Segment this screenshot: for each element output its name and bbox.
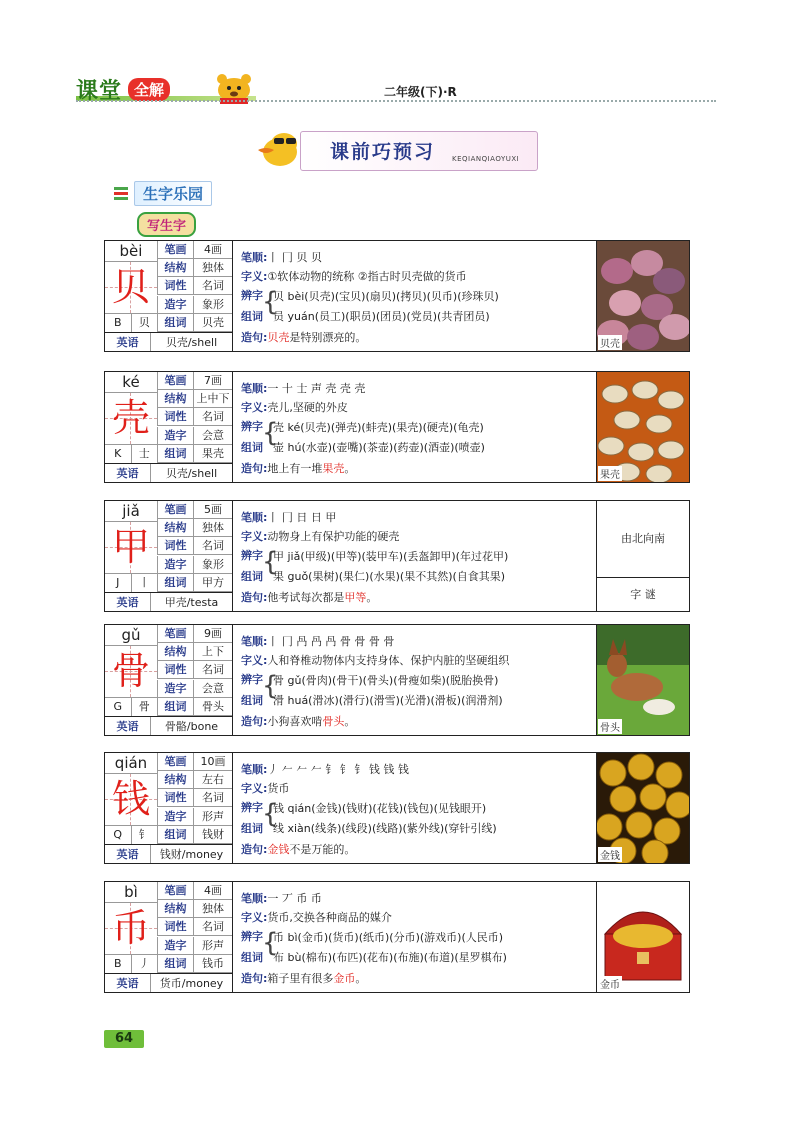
character-details xyxy=(233,882,597,992)
character-info-panel xyxy=(105,753,233,863)
radical-letter: G xyxy=(113,700,123,713)
prop-label: 结构 xyxy=(158,643,194,660)
meaning-text: ①软体动物的统称 ②指古时贝壳做的货币 xyxy=(267,270,467,283)
prop-value: 会意 xyxy=(202,681,224,695)
sentence-text: 。 xyxy=(366,591,378,604)
brace-icon: { xyxy=(262,547,279,577)
stroke-order-text: 丨 冂 冎 冎 冎 骨 骨 骨 骨 xyxy=(267,635,395,648)
english-row xyxy=(105,844,232,863)
prop-label: 笔画 xyxy=(158,372,194,389)
stroke-order-label: 笔顺: xyxy=(241,763,268,776)
prop-label: 造字 xyxy=(158,680,194,697)
sentence-line xyxy=(241,589,377,605)
radical-row xyxy=(105,954,157,973)
prop-value: 象形 xyxy=(202,557,224,571)
prop-formation xyxy=(157,937,232,955)
character-grid xyxy=(105,903,157,954)
prop-formation xyxy=(157,808,232,826)
prop-value: 名词 xyxy=(202,410,224,424)
radical: 骨 xyxy=(131,698,158,716)
brace-icon: { xyxy=(262,928,279,958)
prop-strokes xyxy=(157,372,232,390)
prop-formation xyxy=(157,296,232,314)
stroke-order-line xyxy=(241,249,322,265)
biz-line-2: 员 yuán(员工)(职员)(团员)(党员)(共青团员) xyxy=(273,310,490,323)
prop-label: 组词 xyxy=(158,826,194,843)
prop-value: 贝壳 xyxy=(202,315,224,329)
prop-value: 钱币 xyxy=(202,956,224,970)
zuci-label: 组词 xyxy=(241,310,263,323)
meaning-text: 人和脊椎动物体内支持身体、保护内脏的坚硬组织 xyxy=(267,654,510,667)
radical-letter: B xyxy=(113,957,122,970)
riddle-label: 字 谜 xyxy=(630,588,656,601)
banner-title: 课前巧预习 xyxy=(330,141,436,163)
prop-pos xyxy=(157,918,232,936)
prop-value: 4画 xyxy=(204,884,222,897)
brace-icon: { xyxy=(262,418,279,448)
prop-formation xyxy=(157,556,232,574)
english-label: 英语 xyxy=(105,974,151,992)
meaning-label: 字义: xyxy=(241,270,268,283)
biz-label: 辨字 xyxy=(241,289,263,302)
character-details xyxy=(233,372,597,482)
prop-label: 词性 xyxy=(158,789,194,806)
sentence-text: 他考试每次都是 xyxy=(267,591,345,604)
sentence-line xyxy=(241,460,355,476)
prop-value: 象形 xyxy=(202,297,224,311)
prop-compound xyxy=(157,574,232,592)
biz-label: 辨字 xyxy=(241,420,263,433)
prop-value: 4画 xyxy=(204,243,222,256)
illustration xyxy=(597,882,689,992)
radical-letter: Q xyxy=(113,828,123,841)
stroke-order-text: 丨 冂 日 日 甲 xyxy=(267,511,337,524)
meaning-line xyxy=(241,780,289,796)
illustration xyxy=(597,372,689,482)
prop-strokes xyxy=(157,501,232,519)
header-brand xyxy=(76,76,170,102)
character-details xyxy=(233,241,597,351)
prop-label: 结构 xyxy=(158,771,194,788)
radical-row xyxy=(105,573,157,592)
brace-icon: { xyxy=(262,287,279,317)
meaning-label: 字义: xyxy=(241,654,268,667)
prop-label: 词性 xyxy=(158,537,194,554)
english-value: 骨骼/bone xyxy=(164,720,219,733)
english-row xyxy=(105,716,232,735)
stroke-order-label: 笔顺: xyxy=(241,635,268,648)
biz-line-1: 钱 qián(金钱)(钱财)(花钱)(钱包)(见钱眼开) xyxy=(273,802,487,815)
radical-row xyxy=(105,313,157,332)
pinyin: qián xyxy=(105,753,157,774)
prop-formation xyxy=(157,680,232,698)
meaning-label: 字义: xyxy=(241,530,268,543)
english-label: 英语 xyxy=(105,464,151,482)
prop-label: 结构 xyxy=(158,390,194,407)
character-details xyxy=(233,753,597,863)
character: 甲 xyxy=(111,525,150,569)
stroke-order-line xyxy=(241,890,322,906)
stroke-order-text: 一 十 士 声 壳 壳 壳 xyxy=(267,382,366,395)
biz-line-2: 果 guǒ(果树)(果仁)(水果)(果不其然)(自食其果) xyxy=(273,570,506,583)
biz-line-2: 滑 huá(滑冰)(滑行)(滑雪)(光滑)(滑板)(润滑剂) xyxy=(273,694,503,707)
prop-value: 名词 xyxy=(202,539,224,553)
prop-label: 造字 xyxy=(158,427,194,444)
prop-label: 笔画 xyxy=(158,753,194,770)
riddle-text: 由北向南 xyxy=(597,501,689,578)
character-grid xyxy=(105,646,157,697)
prop-value: 上中下 xyxy=(196,392,230,406)
prop-value: 10画 xyxy=(200,755,226,768)
zuci-label: 组词 xyxy=(241,951,263,964)
meaning-text: 货币 xyxy=(267,782,290,795)
pinyin: jiǎ xyxy=(105,501,157,522)
stroke-order-text: 丿 𠂉 𠂉 𠂉 钅 钅 钅 钱 钱 钱 xyxy=(267,763,409,776)
section-heading xyxy=(114,181,212,206)
meaning-label: 字义: xyxy=(241,401,268,414)
prop-formation xyxy=(157,427,232,445)
character-card xyxy=(104,752,690,864)
sentence-label: 造句: xyxy=(241,715,268,728)
zuci-label: 组词 xyxy=(241,570,263,583)
prop-pos xyxy=(157,661,232,679)
prop-structure xyxy=(157,900,232,918)
sentence-line xyxy=(241,713,355,729)
illustration-caption: 骨头 xyxy=(598,719,622,734)
character-card xyxy=(104,624,690,736)
english-value: 货币/money xyxy=(159,977,224,990)
pinyin: bì xyxy=(105,882,157,903)
illustration xyxy=(597,625,689,735)
brace-icon: { xyxy=(262,671,279,701)
zuci-label: 组词 xyxy=(241,694,263,707)
sentence-text: 地上有一堆 xyxy=(267,462,323,475)
english-row xyxy=(105,332,232,351)
character: 壳 xyxy=(111,396,150,440)
grade-label: 二年级(下)·R xyxy=(384,85,457,99)
character: 骨 xyxy=(111,649,150,693)
sentence-label: 造句: xyxy=(241,843,268,856)
radical: 贝 xyxy=(131,314,158,332)
prop-value: 形声 xyxy=(202,809,224,823)
illustration-caption: 金币 xyxy=(598,976,622,991)
radical: 钅 xyxy=(131,826,158,844)
sentence-label: 造句: xyxy=(241,591,268,604)
sentence-line xyxy=(241,841,355,857)
radical-letter: B xyxy=(113,316,122,329)
illustration xyxy=(597,241,689,351)
prop-compound xyxy=(157,314,232,332)
radical-row xyxy=(105,825,157,844)
meaning-line xyxy=(241,528,399,544)
radical-row xyxy=(105,697,157,716)
banner-subtitle: KEQIANQIAOYUXI xyxy=(452,155,520,163)
prop-value: 9画 xyxy=(204,627,222,640)
prop-value: 骨头 xyxy=(202,699,224,713)
pinyin: ké xyxy=(105,372,157,393)
biz-line-1: 壳 ké(贝壳)(弹壳)(蚌壳)(果壳)(硬壳)(龟壳) xyxy=(273,421,484,434)
radical-letter: J xyxy=(116,576,120,589)
prop-label: 造字 xyxy=(158,296,194,313)
english-value: 贝壳/shell xyxy=(165,336,218,349)
brace-icon: { xyxy=(262,799,279,829)
character-info-panel xyxy=(105,501,233,611)
stroke-order-label: 笔顺: xyxy=(241,251,268,264)
character-details xyxy=(233,501,597,611)
biz-line-2: 布 bù(棉布)(布匹)(花布)(布施)(布道)(星罗棋布) xyxy=(273,951,507,964)
prop-label: 组词 xyxy=(158,955,194,972)
stroke-order-line xyxy=(241,633,394,649)
prop-value: 形声 xyxy=(202,938,224,952)
prop-compound xyxy=(157,955,232,973)
sentence-highlight: 金钱 xyxy=(267,843,290,856)
prop-value: 果壳 xyxy=(202,446,224,460)
prop-label: 组词 xyxy=(158,445,194,462)
duck-mascot-icon xyxy=(256,126,302,170)
english-value: 甲壳/testa xyxy=(164,596,219,609)
meaning-text: 动物身上有保护功能的硬壳 xyxy=(267,530,400,543)
prop-value: 名词 xyxy=(202,791,224,805)
zuci-label: 组词 xyxy=(241,441,263,454)
character-details xyxy=(233,625,597,735)
heading-bars-icon xyxy=(114,187,128,201)
prop-structure xyxy=(157,519,232,537)
prop-pos xyxy=(157,537,232,555)
english-value: 钱财/money xyxy=(159,848,224,861)
prop-value: 独体 xyxy=(202,902,224,916)
stroke-order-label: 笔顺: xyxy=(241,382,268,395)
character-info-panel xyxy=(105,241,233,351)
sentence-text: 是特别漂亮的。 xyxy=(289,331,367,344)
biz-line-1: 甲 jiǎ(甲级)(甲等)(装甲车)(丢盔卸甲)(年过花甲) xyxy=(273,550,509,563)
prop-label: 组词 xyxy=(158,314,194,331)
sentence-highlight: 甲等 xyxy=(344,591,367,604)
prop-label: 结构 xyxy=(158,519,194,536)
illustration-caption: 贝壳 xyxy=(598,335,622,350)
character-card xyxy=(104,240,690,352)
prop-structure xyxy=(157,771,232,789)
character-info-panel xyxy=(105,372,233,482)
prop-value: 独体 xyxy=(202,261,224,275)
radical: 丿 xyxy=(131,955,158,973)
prop-label: 笔画 xyxy=(158,501,194,518)
subsection-title: 写生字 xyxy=(137,212,196,237)
character-card xyxy=(104,500,690,612)
prop-label: 词性 xyxy=(158,661,194,678)
prop-value: 5画 xyxy=(204,503,222,516)
character-card xyxy=(104,371,690,483)
sentence-highlight: 骨头 xyxy=(322,715,345,728)
zuci-label: 组词 xyxy=(241,822,263,835)
prop-compound xyxy=(157,698,232,716)
prop-value: 7画 xyxy=(204,374,222,387)
sentence-highlight: 金币 xyxy=(333,972,356,985)
prop-value: 左右 xyxy=(202,773,224,787)
prop-label: 笔画 xyxy=(158,882,194,899)
meaning-line xyxy=(241,652,509,668)
biz-label: 辨字 xyxy=(241,549,263,562)
prop-value: 独体 xyxy=(202,521,224,535)
prop-label: 造字 xyxy=(158,937,194,954)
sentence-label: 造句: xyxy=(241,462,268,475)
stroke-order-line xyxy=(241,380,365,396)
illustration-caption: 果壳 xyxy=(598,466,622,481)
illustration xyxy=(597,753,689,863)
stroke-order-line xyxy=(241,509,336,525)
sentence-text: 小狗喜欢啃 xyxy=(267,715,323,728)
character-info-panel xyxy=(105,625,233,735)
sentence-highlight: 贝壳 xyxy=(267,331,290,344)
prop-structure xyxy=(157,643,232,661)
prop-label: 词性 xyxy=(158,277,194,294)
bear-mascot-icon xyxy=(212,70,256,104)
prop-value: 甲方 xyxy=(202,575,224,589)
prop-label: 组词 xyxy=(158,698,194,715)
meaning-label: 字义: xyxy=(241,782,268,795)
stroke-order-label: 笔顺: xyxy=(241,511,268,524)
prop-label: 造字 xyxy=(158,808,194,825)
prop-pos xyxy=(157,277,232,295)
character-grid xyxy=(105,522,157,573)
prop-value: 上下 xyxy=(202,645,224,659)
prop-label: 词性 xyxy=(158,918,194,935)
prop-label: 笔画 xyxy=(158,625,194,642)
prop-value: 钱财 xyxy=(202,827,224,841)
english-label: 英语 xyxy=(105,845,151,863)
biz-line-1: 币 bì(金币)(货币)(纸币)(分币)(游戏币)(人民币) xyxy=(273,931,504,944)
prop-strokes xyxy=(157,241,232,259)
sentence-label: 造句: xyxy=(241,972,268,985)
section-title: 生字乐园 xyxy=(134,181,212,206)
radical: 士 xyxy=(131,445,158,463)
biz-line-2: 壶 hú(水壶)(壶嘴)(茶壶)(药壶)(酒壶)(喷壶) xyxy=(273,441,485,454)
biz-line-1: 贝 bèi(贝壳)(宝贝)(扇贝)(拷贝)(贝币)(珍珠贝) xyxy=(273,290,499,303)
english-label: 英语 xyxy=(105,717,151,735)
sentence-line xyxy=(241,970,366,986)
character-card xyxy=(104,881,690,993)
sentence-label: 造句: xyxy=(241,331,268,344)
prop-label: 结构 xyxy=(158,259,194,276)
biz-label: 辨字 xyxy=(241,801,263,814)
prop-structure xyxy=(157,259,232,277)
sentence-text: 。 xyxy=(344,462,356,475)
meaning-text: 壳儿,坚硬的外皮 xyxy=(267,401,348,414)
biz-line-2: 线 xiàn(线条)(线段)(线路)(紫外线)(穿针引线) xyxy=(273,822,497,835)
meaning-label: 字义: xyxy=(241,911,268,924)
prop-structure xyxy=(157,390,232,408)
stroke-order-line xyxy=(241,761,409,777)
prop-compound xyxy=(157,445,232,463)
english-value: 贝壳/shell xyxy=(165,467,218,480)
sentence-text: 。 xyxy=(344,715,356,728)
sentence-line xyxy=(241,329,366,345)
prop-strokes xyxy=(157,753,232,771)
stroke-order-label: 笔顺: xyxy=(241,892,268,905)
english-label: 英语 xyxy=(105,593,151,611)
english-row xyxy=(105,592,232,611)
stroke-order-text: 丨 冂 贝 贝 xyxy=(267,251,322,264)
character: 钱 xyxy=(111,777,150,821)
character-grid xyxy=(105,774,157,825)
radical-letter: K xyxy=(114,447,122,460)
header-divider xyxy=(76,100,716,102)
character-grid xyxy=(105,393,157,444)
biz-label: 辨字 xyxy=(241,930,263,943)
stroke-order-text: 一 丆 币 币 xyxy=(267,892,322,905)
meaning-line xyxy=(241,399,348,415)
character: 贝 xyxy=(111,265,150,309)
prop-label: 词性 xyxy=(158,408,194,425)
prop-value: 名词 xyxy=(202,920,224,934)
sentence-highlight: 果壳 xyxy=(322,462,345,475)
page-number: 64 xyxy=(104,1030,144,1048)
character: 币 xyxy=(111,906,150,950)
sentence-text: 。 xyxy=(355,972,367,985)
prop-label: 笔画 xyxy=(158,241,194,258)
character-grid xyxy=(105,262,157,313)
sentence-text: 箱子里有很多 xyxy=(267,972,334,985)
prop-pos xyxy=(157,408,232,426)
prop-label: 组词 xyxy=(158,574,194,591)
prop-strokes xyxy=(157,882,232,900)
prop-label: 造字 xyxy=(158,556,194,573)
biz-label: 辨字 xyxy=(241,673,263,686)
meaning-line xyxy=(241,268,467,284)
prop-compound xyxy=(157,826,232,844)
prop-value: 名词 xyxy=(202,279,224,293)
prop-pos xyxy=(157,789,232,807)
illustration-caption: 金钱 xyxy=(598,847,622,862)
english-row xyxy=(105,973,232,992)
brand-tag: 全解 xyxy=(128,78,170,101)
prop-value: 会意 xyxy=(202,428,224,442)
prop-value: 名词 xyxy=(202,663,224,677)
radical-row xyxy=(105,444,157,463)
prop-strokes xyxy=(157,625,232,643)
sentence-text: 不是万能的。 xyxy=(289,843,356,856)
english-label: 英语 xyxy=(105,333,151,351)
pinyin: bèi xyxy=(105,241,157,262)
character-info-panel xyxy=(105,882,233,992)
biz-line-1: 骨 gǔ(骨肉)(骨干)(骨头)(骨瘦如柴)(脱胎换骨) xyxy=(273,674,499,687)
meaning-line xyxy=(241,909,392,925)
radical: 丨 xyxy=(131,574,158,592)
meaning-text: 货币,交换各种商品的媒介 xyxy=(267,911,392,924)
english-row xyxy=(105,463,232,482)
prop-label: 结构 xyxy=(158,900,194,917)
pinyin: gǔ xyxy=(105,625,157,646)
brand-text: 课堂 xyxy=(76,78,123,104)
